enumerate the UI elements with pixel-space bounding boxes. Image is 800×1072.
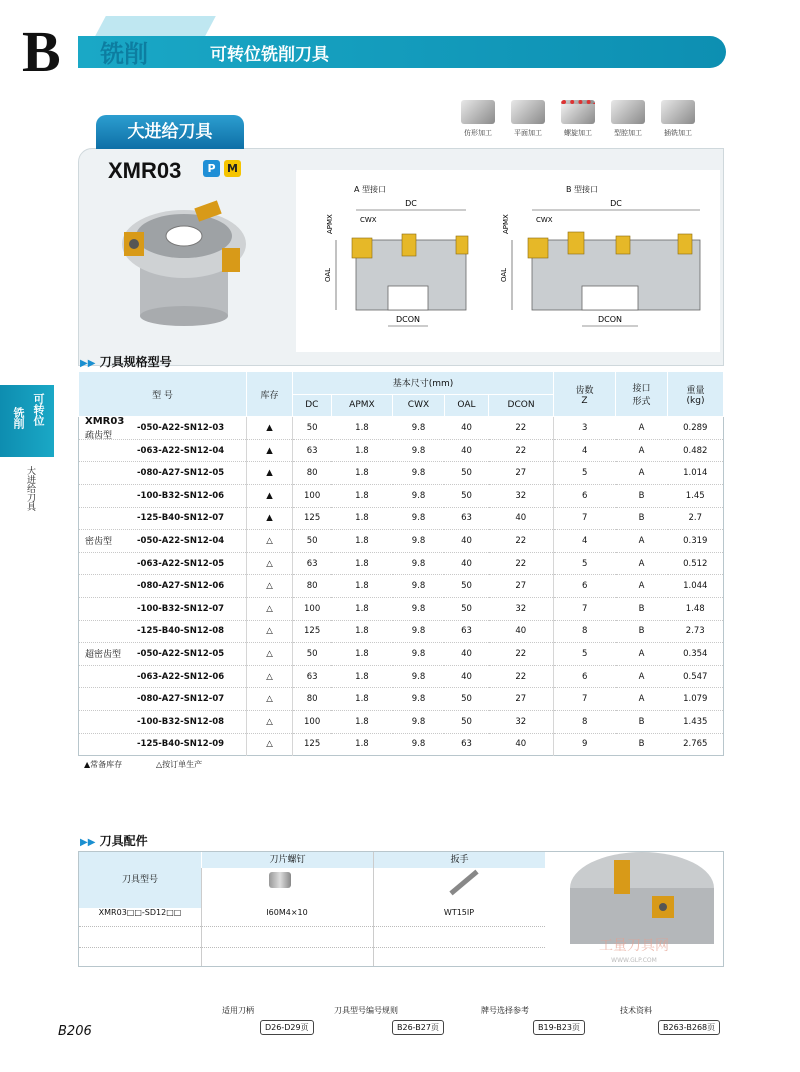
label-dcon: DCON [395, 315, 421, 324]
cell-weight: 0.482 [668, 439, 724, 462]
cell-weight: 2.73 [668, 620, 724, 643]
cell-teeth: 5 [554, 462, 616, 485]
col-oal: OAL [444, 394, 488, 417]
ref-holder[interactable]: 适用刀柄 D26-D29页 [222, 1005, 314, 1035]
cell-apmx: 1.8 [331, 484, 392, 507]
cell-dcon: 32 [489, 484, 554, 507]
cell-cwx: 9.8 [393, 710, 445, 733]
face-milling-icon [511, 100, 545, 124]
group-label: 疏齿型 [85, 431, 113, 442]
cell-apmx: 1.8 [331, 665, 392, 688]
row-model [79, 643, 247, 666]
cell-dcon: 40 [489, 620, 554, 643]
model-code: -100-B32-SN12-07 [137, 603, 225, 614]
group-label: 超密齿型 [85, 650, 122, 661]
cell-apmx: 1.8 [331, 507, 392, 530]
svg-text:工量刀具网: 工量刀具网 [599, 938, 669, 954]
model-code: -063-A22-SN12-04 [137, 445, 225, 456]
cell-cwx: 9.8 [393, 507, 445, 530]
cell-teeth: 9 [554, 733, 616, 756]
cell-interface: B [616, 484, 668, 507]
cell-interface: A [616, 552, 668, 575]
cell-oal: 50 [444, 462, 488, 485]
cell-dc: 100 [293, 484, 332, 507]
wrench-icon [449, 870, 478, 896]
cell-interface: B [616, 710, 668, 733]
model-code: -050-A22-SN12-05 [137, 648, 225, 659]
cell-stock: △ [247, 733, 293, 756]
cell-oal: 40 [444, 643, 488, 666]
cell-dcon: 27 [489, 688, 554, 711]
cell-interface: A [616, 665, 668, 688]
cutter-photo [112, 196, 262, 336]
cell-interface: A [616, 643, 668, 666]
cell-cwx: 9.8 [393, 575, 445, 598]
cell-weight: 1.45 [668, 484, 724, 507]
cell-dc: 63 [293, 552, 332, 575]
cell-dcon: 22 [489, 530, 554, 553]
cell-interface: A [616, 462, 668, 485]
cell-stock: △ [247, 620, 293, 643]
cell-dc: 80 [293, 575, 332, 598]
cell-dcon: 32 [489, 597, 554, 620]
label-apmx: APMX [326, 214, 334, 234]
cell-teeth: 6 [554, 484, 616, 507]
label-oal: OAL [324, 267, 332, 282]
cell-oal: 50 [444, 688, 488, 711]
cell-weight: 1.014 [668, 462, 724, 485]
cell-weight: 0.289 [668, 417, 724, 440]
model-code: -080-A27-SN12-07 [137, 694, 225, 705]
material-badge-p: P [203, 160, 220, 177]
cell-stock: ▲ [247, 507, 293, 530]
cell-stock: △ [247, 530, 293, 553]
cell-interface: A [616, 688, 668, 711]
cell-interface: B [616, 733, 668, 756]
row-model [79, 462, 247, 485]
cell-stock: △ [247, 688, 293, 711]
cell-oal: 50 [444, 484, 488, 507]
row-model [79, 417, 247, 440]
cell-teeth: 6 [554, 665, 616, 688]
row-model [79, 665, 247, 688]
table-row [79, 733, 724, 756]
cell-weight: 0.354 [668, 643, 724, 666]
row-model [79, 530, 247, 553]
table-row [79, 439, 724, 462]
cell-cwx: 9.8 [393, 484, 445, 507]
cell-apmx: 1.8 [331, 417, 392, 440]
cell-dc: 63 [293, 439, 332, 462]
legend-stock: ▲常备库存 [84, 760, 123, 769]
cell-stock: △ [247, 643, 293, 666]
cell-apmx: 1.8 [331, 688, 392, 711]
label-dcon-b: DCON [597, 315, 623, 324]
divider [79, 926, 545, 927]
cell-teeth: 7 [554, 597, 616, 620]
screw-icon [269, 872, 291, 888]
arrow-icon: ▶▶ [80, 837, 96, 848]
cell-dcon: 22 [489, 643, 554, 666]
group-label: 密齿型 [85, 537, 113, 548]
model-code: -100-B32-SN12-08 [137, 716, 225, 727]
ref-technical[interactable]: 技术资料 B263-B268页 [620, 1005, 720, 1035]
cell-stock: △ [247, 710, 293, 733]
col-dc: DC [293, 394, 332, 417]
acc-h-screw: 刀片螺钉 [201, 852, 373, 868]
cell-weight: 2.7 [668, 507, 724, 530]
cell-oal: 63 [444, 733, 488, 756]
ref-numbering[interactable]: 刀具型号编号规则 B26-B27页 [334, 1005, 444, 1035]
row-model [79, 507, 247, 530]
cell-cwx: 9.8 [393, 665, 445, 688]
spec-body [79, 417, 724, 756]
model-code: -063-A22-SN12-06 [137, 671, 225, 682]
op-item: 仿形加工 [458, 100, 498, 138]
table-row [79, 462, 724, 485]
cell-dcon: 22 [489, 552, 554, 575]
cell-stock: ▲ [247, 484, 293, 507]
cell-dc: 80 [293, 688, 332, 711]
row-model [79, 484, 247, 507]
copy-milling-icon [461, 100, 495, 124]
cell-interface: B [616, 597, 668, 620]
col-dims: 基本尺寸(mm) [293, 372, 554, 395]
row-model [79, 439, 247, 462]
op-item: 插铣加工 [658, 100, 698, 138]
table-row [79, 417, 724, 440]
cell-dc: 50 [293, 530, 332, 553]
row-model [79, 620, 247, 643]
cell-oal: 40 [444, 439, 488, 462]
cell-oal: 40 [444, 530, 488, 553]
table-row [79, 530, 724, 553]
model-code: -050-A22-SN12-04 [137, 535, 225, 546]
col-apmx: APMX [331, 394, 392, 417]
divider [373, 852, 374, 966]
label-dc: DC [405, 199, 417, 208]
drawing-svg [296, 170, 720, 352]
row-model [79, 733, 247, 756]
table-row [79, 620, 724, 643]
cell-apmx: 1.8 [331, 620, 392, 643]
acc-wrench: WT15IP [443, 908, 475, 917]
col-interface: 接口 形式 [616, 372, 668, 417]
cell-teeth: 8 [554, 620, 616, 643]
table-row [79, 484, 724, 507]
col-cwx: CWX [393, 394, 445, 417]
model-code: -050-A22-SN12-03 [137, 422, 225, 433]
col-teeth: 齿数 Z [554, 372, 616, 417]
cell-cwx: 9.8 [393, 597, 445, 620]
cell-apmx: 1.8 [331, 597, 392, 620]
cell-cwx: 9.8 [393, 439, 445, 462]
product-section-tab: 大进给刀具 [96, 115, 244, 149]
cell-teeth: 7 [554, 688, 616, 711]
ref-grade[interactable]: 牌号选择参考 B19-B23页 [481, 1005, 585, 1035]
cell-apmx: 1.8 [331, 710, 392, 733]
cell-teeth: 8 [554, 710, 616, 733]
cell-dcon: 27 [489, 575, 554, 598]
plunge-milling-icon [661, 100, 695, 124]
family-label: XMR03 [85, 416, 125, 428]
cell-dc: 50 [293, 417, 332, 440]
model-code: -080-A27-SN12-05 [137, 468, 225, 479]
col-weight: 重量 (kg) [668, 372, 724, 417]
model-code: -100-B32-SN12-06 [137, 490, 225, 501]
svg-text:WWW.GLP.COM: WWW.GLP.COM [611, 957, 657, 964]
cell-teeth: 5 [554, 552, 616, 575]
cell-stock: △ [247, 665, 293, 688]
cell-teeth: 6 [554, 575, 616, 598]
cell-apmx: 1.8 [331, 575, 392, 598]
cell-dc: 63 [293, 665, 332, 688]
model-code: -125-B40-SN12-07 [137, 513, 225, 524]
cell-dcon: 22 [489, 665, 554, 688]
cell-cwx: 9.8 [393, 643, 445, 666]
cell-oal: 63 [444, 620, 488, 643]
table-row [79, 710, 724, 733]
cell-dc: 80 [293, 462, 332, 485]
table-row [79, 688, 724, 711]
col-stock: 库存 [247, 372, 293, 417]
cell-teeth: 7 [554, 507, 616, 530]
header-band [78, 36, 726, 68]
model-code: -063-A22-SN12-05 [137, 558, 225, 569]
cell-cwx: 9.8 [393, 417, 445, 440]
drawing-a-title: A 型接口 [354, 185, 387, 194]
cell-stock: ▲ [247, 417, 293, 440]
cell-dcon: 22 [489, 439, 554, 462]
table-row [79, 665, 724, 688]
table-row [79, 507, 724, 530]
spec-table [78, 371, 724, 756]
arrow-icon: ▶▶ [80, 358, 96, 369]
cell-stock: △ [247, 552, 293, 575]
row-model [79, 597, 247, 620]
accessory-photo [542, 838, 724, 968]
acc-screw: I60M4×10 [266, 908, 308, 917]
section-letter: B [22, 19, 61, 84]
subtitle: 可转位铣削刀具 [210, 45, 329, 65]
cell-weight: 1.435 [668, 710, 724, 733]
divider [79, 947, 545, 948]
cell-interface: B [616, 507, 668, 530]
label-oal-b: OAL [500, 267, 508, 282]
pocket-milling-icon [611, 100, 645, 124]
cell-dc: 100 [293, 710, 332, 733]
divider [201, 868, 202, 966]
label-cwx-b: CWX [536, 216, 553, 224]
cell-cwx: 9.8 [393, 552, 445, 575]
table-row [79, 552, 724, 575]
cell-dcon: 32 [489, 710, 554, 733]
cell-interface: A [616, 417, 668, 440]
col-model: 型 号 [79, 372, 247, 417]
cell-teeth: 4 [554, 439, 616, 462]
cell-oal: 63 [444, 507, 488, 530]
label-dc-b: DC [610, 199, 622, 208]
cell-weight: 0.319 [668, 530, 724, 553]
row-model [79, 688, 247, 711]
cell-dcon: 27 [489, 462, 554, 485]
cell-interface: A [616, 575, 668, 598]
cell-oal: 40 [444, 417, 488, 440]
cell-dc: 50 [293, 643, 332, 666]
cell-interface: B [616, 620, 668, 643]
page-number: B206 [58, 1024, 92, 1039]
cell-cwx: 9.8 [393, 462, 445, 485]
cell-teeth: 3 [554, 417, 616, 440]
cell-teeth: 4 [554, 530, 616, 553]
cell-interface: A [616, 439, 668, 462]
cell-cwx: 9.8 [393, 688, 445, 711]
acc-section-title: ▶▶ 刀具配件 [80, 834, 148, 848]
cell-dc: 125 [293, 507, 332, 530]
cell-dcon: 40 [489, 507, 554, 530]
spec-section-title: ▶▶ 刀具规格型号 [80, 355, 172, 369]
cell-apmx: 1.8 [331, 643, 392, 666]
cell-teeth: 5 [554, 643, 616, 666]
cell-oal: 40 [444, 665, 488, 688]
cell-weight: 1.044 [668, 575, 724, 598]
category-title: 铣削 [100, 40, 148, 68]
cell-weight: 1.48 [668, 597, 724, 620]
cell-dcon: 22 [489, 417, 554, 440]
cell-cwx: 9.8 [393, 620, 445, 643]
acc-h-model: 刀具型号 [79, 852, 201, 908]
cell-stock: ▲ [247, 462, 293, 485]
model-code: -125-B40-SN12-09 [137, 739, 225, 750]
cell-apmx: 1.8 [331, 439, 392, 462]
cell-oal: 40 [444, 552, 488, 575]
cell-interface: A [616, 530, 668, 553]
product-model: XMR03 [108, 158, 182, 183]
cell-apmx: 1.8 [331, 733, 392, 756]
cell-dc: 125 [293, 733, 332, 756]
cell-stock: △ [247, 575, 293, 598]
cell-stock: ▲ [247, 439, 293, 462]
technical-drawing [296, 170, 720, 352]
helical-milling-icon [561, 100, 595, 124]
cell-weight: 0.547 [668, 665, 724, 688]
row-model [79, 575, 247, 598]
cell-apmx: 1.8 [331, 530, 392, 553]
cell-dc: 125 [293, 620, 332, 643]
table-row [79, 575, 724, 598]
cell-weight: 0.512 [668, 552, 724, 575]
material-badge-m: M [224, 160, 241, 177]
cell-oal: 50 [444, 710, 488, 733]
row-model [79, 710, 247, 733]
cell-oal: 50 [444, 597, 488, 620]
model-code: -080-A27-SN12-06 [137, 581, 225, 592]
cell-stock: △ [247, 597, 293, 620]
acc-model: XMR03□□-SD12□□ [98, 908, 182, 917]
op-item: 型腔加工 [608, 100, 648, 138]
cell-apmx: 1.8 [331, 462, 392, 485]
col-dcon: DCON [489, 394, 554, 417]
legend-order: △按订单生产 [156, 760, 203, 769]
label-apmx-b: APMX [502, 214, 510, 234]
side-label: 大进给刀具 [25, 466, 35, 511]
side-tab: 可转位 铣削 [0, 385, 54, 457]
row-model [79, 552, 247, 575]
cell-apmx: 1.8 [331, 552, 392, 575]
table-row [79, 643, 724, 666]
acc-h-wrench: 扳手 [373, 852, 545, 868]
cell-cwx: 9.8 [393, 530, 445, 553]
cell-cwx: 9.8 [393, 733, 445, 756]
cell-weight: 1.079 [668, 688, 724, 711]
cell-oal: 50 [444, 575, 488, 598]
label-cwx: CWX [360, 216, 377, 224]
cell-weight: 2.765 [668, 733, 724, 756]
table-row [79, 597, 724, 620]
model-code: -125-B40-SN12-08 [137, 626, 225, 637]
op-item: 平面加工 [508, 100, 548, 138]
drawing-b-title: B 型接口 [566, 185, 599, 194]
cell-dc: 100 [293, 597, 332, 620]
op-item: 螺旋加工 [558, 100, 598, 138]
cell-dcon: 40 [489, 733, 554, 756]
